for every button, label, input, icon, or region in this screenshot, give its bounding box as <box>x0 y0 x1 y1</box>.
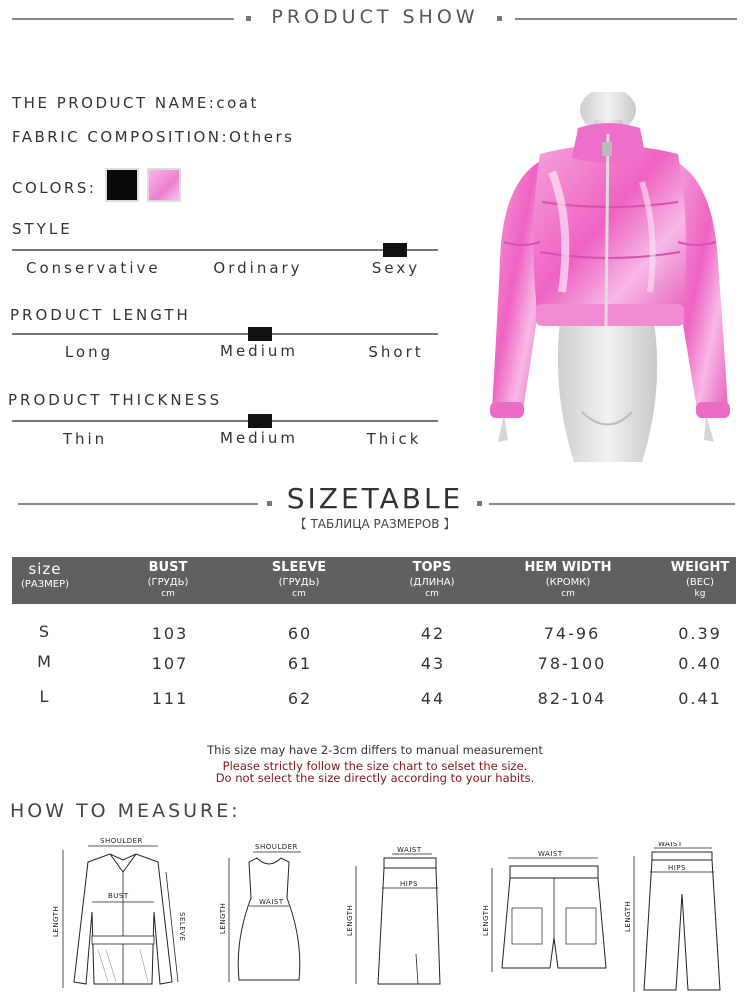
hips-label: HIPS <box>668 864 686 872</box>
trousers-measure-diagram <box>624 842 734 994</box>
sizetable-dot-right <box>477 501 482 506</box>
sleeve-label: SELEVE <box>178 912 186 942</box>
page-title: PRODUCT SHOW <box>271 6 479 28</box>
length-scale-marker <box>248 327 272 341</box>
cell-bust: 103 <box>151 624 189 643</box>
skirt-measure-diagram <box>342 844 442 989</box>
shorts-measure-diagram <box>478 848 608 978</box>
column-header-size: size (РАЗМЕР) <box>20 560 70 590</box>
cell-sleeve: 61 <box>287 654 313 673</box>
length-label: LENGTH <box>482 904 490 936</box>
style-option-sexy: Sexy <box>371 259 421 277</box>
style-option-conservative: Conservative <box>26 259 161 277</box>
thickness-option-thin: Thin <box>62 430 108 448</box>
cell-tops: 43 <box>420 654 446 673</box>
length-option-long: Long <box>64 343 114 361</box>
length-option-medium: Medium <box>220 342 298 360</box>
how-to-measure-title: HOW TO MEASURE: <box>10 800 241 822</box>
sizetable-subtitle: 【 ТАБЛИЦА РАЗМЕРОВ 】 <box>294 517 456 531</box>
cell-tops: 42 <box>420 624 446 643</box>
waist-label: WAIST <box>658 842 683 848</box>
cell-weight: 0.41 <box>678 689 722 708</box>
fabric-composition: FABRIC COMPOSITION:Others <box>12 128 295 146</box>
thickness-option-thick: Thick <box>366 430 422 448</box>
cell-hem-width: 82-104 <box>537 689 607 708</box>
measurement-note: This size may have 2-3cm differs to manual measurement <box>207 743 543 757</box>
length-label: PRODUCT LENGTH <box>10 306 191 324</box>
color-swatch-pink[interactable] <box>147 168 181 202</box>
thickness-label: PRODUCT THICKNESS <box>8 391 223 409</box>
style-label: STYLE <box>12 220 73 238</box>
shoulder-label: SHOULDER <box>255 843 298 851</box>
size-warning-2: Do not select the size directly according to your habits. <box>215 771 535 785</box>
column-header-bust: BUST (ГРУДЬ) cm <box>147 560 189 599</box>
cell-size: L <box>39 687 51 706</box>
style-scale-marker <box>383 243 407 257</box>
column-header-hem-width: HEM WIDTH (КРОМК) cm <box>524 560 612 599</box>
thickness-scale-line <box>12 420 438 422</box>
length-label: LENGTH <box>624 900 632 932</box>
column-header-tops: TOPS (ДЛИНА) cm <box>409 560 455 599</box>
style-scale-line <box>12 249 438 251</box>
product-name: THE PRODUCT NAME:coat <box>12 94 259 112</box>
column-header-sleeve: SLEEVE (ГРУДЬ) cm <box>271 560 327 599</box>
cell-size: S <box>38 622 52 641</box>
length-label: LENGTH <box>346 904 354 936</box>
waist-label: WAIST <box>259 898 284 906</box>
thickness-scale-marker <box>248 414 272 428</box>
size-warning-1: Please strictly follow the size chart to selset the size. <box>222 759 528 773</box>
coat-measure-diagram <box>48 832 198 992</box>
product-photo-pink-puffer-jacket <box>482 92 738 464</box>
hips-label: HIPS <box>400 880 418 888</box>
shoulder-label: SHOULDER <box>100 837 143 845</box>
sizetable-header-row <box>12 557 736 604</box>
bust-label: BUST <box>108 892 129 900</box>
sizetable-rule-right <box>489 503 735 505</box>
length-label: LENGTH <box>219 902 227 934</box>
cell-weight: 0.39 <box>678 624 722 643</box>
waist-label: WAIST <box>538 850 563 858</box>
dress-measure-diagram <box>215 840 305 990</box>
cell-bust: 107 <box>151 654 189 673</box>
length-label: LENGTH <box>52 905 60 937</box>
cell-weight: 0.40 <box>678 654 722 673</box>
cell-bust: 111 <box>151 689 189 708</box>
header-dot-right <box>497 16 502 21</box>
header-rule-right <box>515 18 737 20</box>
sizetable-title: SIZETABLE <box>286 482 464 515</box>
cell-size: M <box>37 652 53 671</box>
color-swatch-black[interactable] <box>105 168 139 202</box>
cell-hem-width: 74-96 <box>543 624 601 643</box>
thickness-option-medium: Medium <box>220 429 298 447</box>
waist-label: WAIST <box>397 846 422 854</box>
style-option-ordinary: Ordinary <box>213 259 303 277</box>
cell-sleeve: 62 <box>287 689 313 708</box>
length-scale-line <box>12 333 438 335</box>
colors-label: COLORS: <box>12 179 97 197</box>
cell-hem-width: 78-100 <box>537 654 607 673</box>
cell-tops: 44 <box>420 689 446 708</box>
column-header-weight: WEIGHT (ВЕС) kg <box>670 560 730 599</box>
cell-sleeve: 60 <box>287 624 313 643</box>
length-option-short: Short <box>368 343 424 361</box>
